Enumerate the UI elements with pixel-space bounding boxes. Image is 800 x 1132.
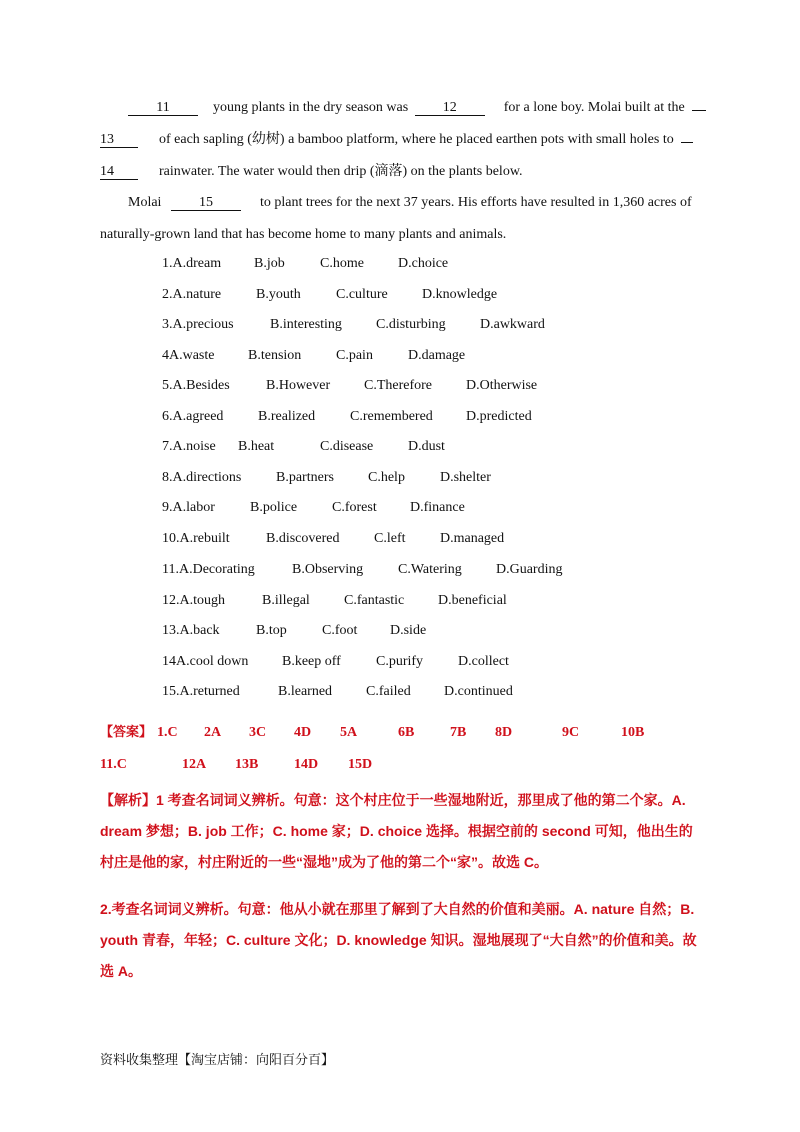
option-a: 10.A.rebuilt	[162, 531, 230, 546]
passage-text: for a lone boy. Molai built at the	[503, 100, 685, 115]
option-c: C.failed	[366, 684, 411, 699]
option-b: B.police	[250, 500, 298, 515]
option-c: C.foot	[322, 623, 358, 638]
passage-line-1	[128, 99, 706, 117]
answer-2: 2A	[204, 725, 222, 740]
option-a: 5.A.Besides	[162, 378, 230, 393]
option-d: D.finance	[410, 500, 465, 515]
option-d: D.awkward	[480, 317, 545, 332]
option-b: B.Observing	[292, 562, 364, 577]
option-d: D.dust	[408, 439, 445, 454]
explanation-1	[100, 785, 700, 878]
footer-source: 资料收集整理【淘宝店铺：向阳百分百】	[100, 1053, 335, 1068]
answer-11: 11.C	[100, 757, 127, 772]
option-b: B.keep off	[282, 654, 341, 669]
answer-15: 15D	[348, 757, 373, 772]
option-d: D.beneficial	[438, 593, 507, 608]
passage-line-3	[100, 163, 523, 181]
blank-12: 12	[415, 100, 485, 116]
answer-14: 14D	[294, 757, 319, 772]
option-b: B.illegal	[262, 593, 310, 608]
answer-label: 【答案】	[100, 725, 153, 740]
explanation-text: 1 考查名词词义辨析。句意：这个村庄位于一些湿地附近，那里成了他的第二个家。A. dream 梦想；B. job 工作；C. home 家；D. choice 选择。根据空前的 second 可知，他出生的村庄是他的家，村庄附近的一些“湿地”成为了他的第二个“家”。故选 C。	[100, 792, 693, 870]
explanation-text: 2.考查名词词义辨析。句意：他从小就在那里了解到了大自然的价值和美丽。A. nature 自然；B. youth 青春，年轻；C. culture 文化；D. knowledge 知识。湿地展现了“大自然”的价值和美。故选 A。	[100, 901, 697, 979]
answer-8: 8D	[495, 725, 513, 740]
option-b: B.interesting	[270, 317, 342, 332]
option-d: D.choice	[398, 256, 449, 271]
option-a: 9.A.labor	[162, 500, 215, 515]
passage-line-4	[128, 194, 692, 212]
answer-6: 6B	[398, 725, 415, 740]
option-b: B.job	[254, 256, 285, 271]
option-d: D.predicted	[466, 409, 532, 424]
passage-text: young plants in the dry season was	[213, 100, 409, 115]
answer-1: 1.C	[157, 725, 178, 740]
option-d: D.side	[390, 623, 427, 638]
option-a: 4A.waste	[162, 348, 215, 363]
option-c: C.culture	[336, 287, 388, 302]
option-d: D.damage	[408, 348, 466, 363]
option-b: B.partners	[276, 470, 334, 485]
option-d: D.continued	[444, 684, 513, 699]
option-d: D.Otherwise	[466, 378, 538, 393]
passage-text: Molai	[128, 195, 162, 210]
answer-12: 12A	[182, 757, 207, 772]
option-c: C.Therefore	[364, 378, 433, 393]
option-c: C.help	[368, 470, 405, 485]
option-c: C.fantastic	[344, 593, 405, 608]
passage-line-2	[100, 131, 693, 149]
option-b: B.tension	[248, 348, 302, 363]
answer-13: 13B	[235, 757, 259, 772]
option-a: 15.A.returned	[162, 684, 240, 699]
passage-text: rainwater. The water would then drip (滴落) on the plants below.	[159, 164, 523, 179]
blank-14-start	[681, 142, 693, 143]
passage-text: of each sapling (幼树) a bamboo platform, where he placed earthen pots with small holes to	[159, 132, 674, 147]
option-c: C.left	[374, 531, 406, 546]
option-c: C.Watering	[398, 562, 462, 577]
option-b: B.heat	[238, 439, 275, 454]
answer-4: 4D	[294, 725, 312, 740]
option-a: 6.A.agreed	[162, 409, 224, 424]
blank-15: 15	[171, 195, 241, 211]
option-b: B.youth	[256, 287, 301, 302]
passage-text: to plant trees for the next 37 years. His efforts have resulted in 1,360 acres of	[259, 195, 692, 210]
option-a: 14A.cool down	[162, 654, 249, 669]
answer-5: 5A	[340, 725, 358, 740]
blank-14: 14	[100, 164, 138, 180]
answer-3: 3C	[249, 725, 267, 740]
option-d: D.managed	[440, 531, 505, 546]
option-c: C.home	[320, 256, 364, 271]
option-a: 1.A.dream	[162, 256, 222, 271]
passage-line-5	[100, 226, 506, 244]
option-a: 8.A.directions	[162, 470, 242, 485]
explanation-label: 【解析】	[100, 792, 156, 808]
option-b: B.discovered	[266, 531, 340, 546]
answer-7: 7B	[450, 725, 467, 740]
answer-9: 9C	[562, 725, 580, 740]
option-b: B.However	[266, 378, 331, 393]
option-c: C.disease	[320, 439, 374, 454]
passage-text: naturally-grown land that has become home to many plants and animals.	[100, 227, 507, 242]
option-c: C.purify	[376, 654, 424, 669]
blank-13: 13	[100, 132, 138, 148]
option-a: 7.A.noise	[162, 439, 216, 454]
blank-13-start	[692, 110, 706, 111]
answer-10: 10B	[621, 725, 645, 740]
option-d: D.collect	[458, 654, 509, 669]
option-b: B.learned	[278, 684, 333, 699]
explanation-2	[100, 894, 700, 987]
option-a: 3.A.precious	[162, 317, 234, 332]
option-a: 11.A.Decorating	[162, 562, 255, 577]
option-d: D.shelter	[440, 470, 491, 485]
option-c: C.pain	[336, 348, 373, 363]
option-a: 13.A.back	[162, 623, 220, 638]
option-d: D.Guarding	[496, 562, 563, 577]
option-b: B.top	[256, 623, 287, 638]
option-a: 2.A.nature	[162, 287, 222, 302]
option-b: B.realized	[258, 409, 316, 424]
option-c: C.forest	[332, 500, 377, 515]
option-a: 12.A.tough	[162, 593, 225, 608]
blank-11: 11	[128, 100, 198, 116]
option-c: C.remembered	[350, 409, 433, 424]
option-d: D.knowledge	[422, 287, 498, 302]
option-c: C.disturbing	[376, 317, 446, 332]
